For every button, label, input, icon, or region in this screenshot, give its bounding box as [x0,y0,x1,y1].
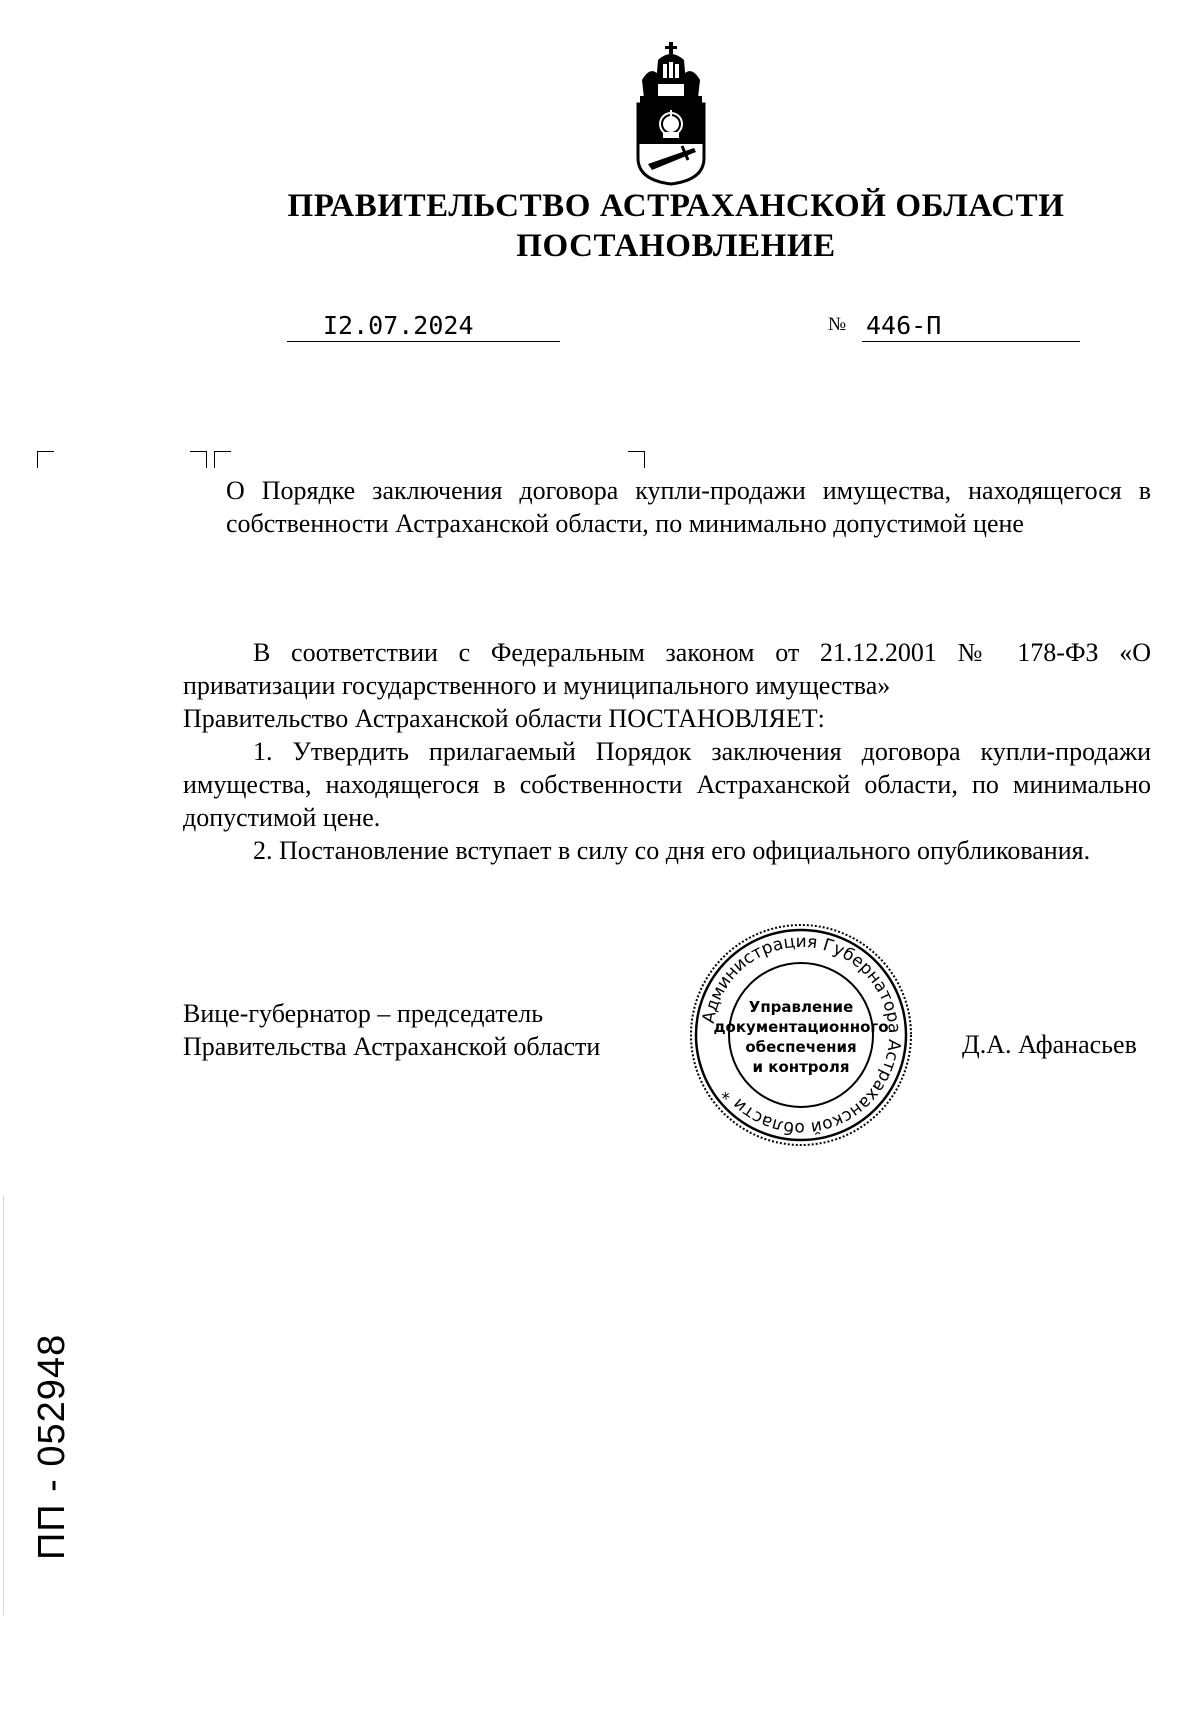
document-number: 446-П [862,310,1080,342]
signer-position [183,997,683,1063]
subject-corner-mark-left [214,451,231,468]
item-1-paragraph: 1. Утвердить прилагаемый Порядок заключения договора купли-продажи имущества, находящегося в собственности Астраханской области, по минимально допустимой цене. [183,737,1151,832]
margin-rule [3,1195,4,1615]
stamp-inner-line2: документационного [713,1018,889,1036]
form-serial-number: ПП - 052948 [31,1333,73,1560]
margin-corner-mark [37,451,54,468]
signer-name: Д.А. Афанасьев [962,1030,1137,1059]
subject-corner-mark-left [190,451,207,468]
government-title: ПРАВИТЕЛЬСТВО АСТРАХАНСКОЙ ОБЛАСТИ [287,188,1065,224]
resolves-line: Правительство Астраханской области ПОСТАНОВЛЯЕТ: [183,704,825,733]
signer-position-line2: Правительства Астраханской области [183,1032,601,1061]
document-body [183,636,1151,867]
stamp-inner-line4: и контроля [752,1058,850,1076]
stamp-inner-line1: Управление [748,998,854,1016]
subject-corner-mark-right [628,451,645,468]
item-2-paragraph: 2. Постановление вступает в силу со дня его официального опубликования. [253,836,1091,865]
stamp-inner-line3: обеспечения [745,1038,857,1056]
document-subject: О Порядке заключения договора купли-продажи имущества, находящегося в собственности Астраханской области, по минимально допустимой цене [226,476,1151,538]
document-date: I2.07.2024 [287,310,560,342]
official-stamp [688,922,914,1148]
document-type-title: ПОСТАНОВЛЕНИЕ [516,228,836,264]
preamble-paragraph: В соответствии с Федеральным законом от 21.12.2001 № 178-ФЗ «О приватизации государственного и муниципального имущества» [183,638,1151,700]
coat-of-arms-icon [634,40,708,186]
stamp-outer-text: Администрация Губернатора Астраханской области * [698,931,905,1139]
signer-position-line1: Вице-губернатор – председатель [183,999,544,1028]
number-label: № [828,314,847,335]
